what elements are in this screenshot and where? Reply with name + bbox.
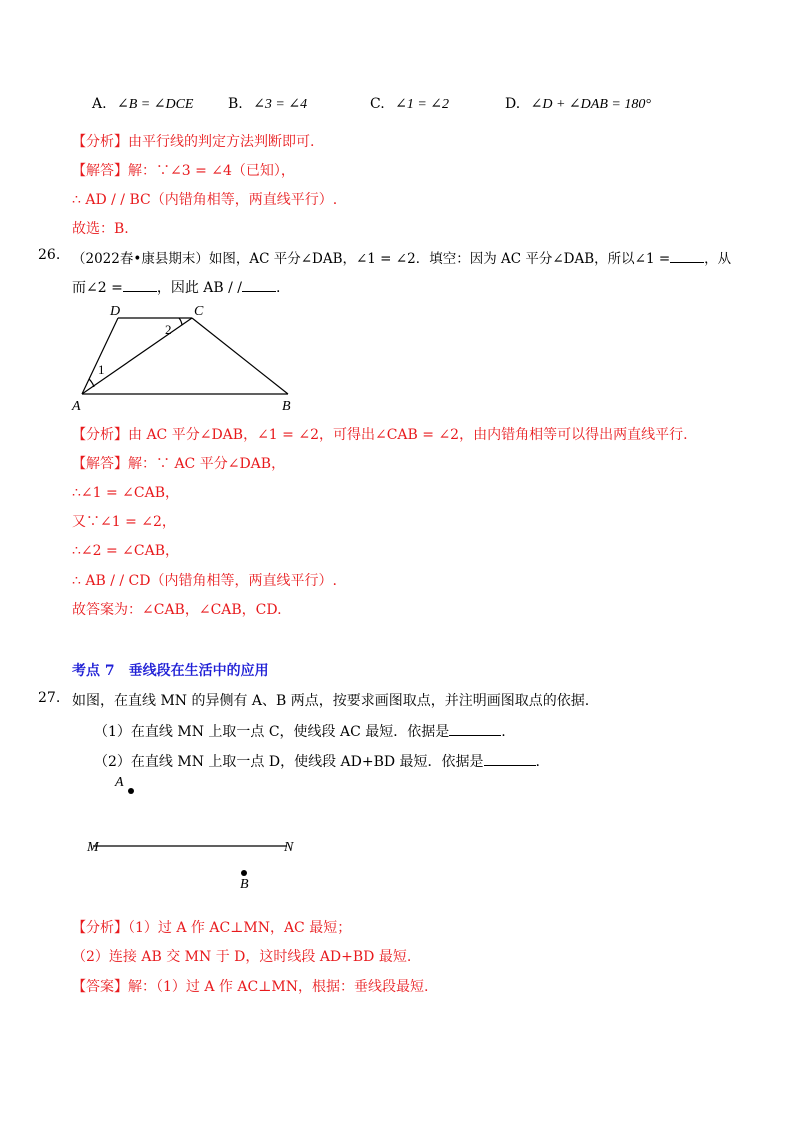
q26-line2: 而∠2 = ，因此 AB / / . xyxy=(72,277,280,297)
segment-cb xyxy=(192,318,288,394)
q26-analysis: 【分析】由 AC 平分∠DAB，∠1 = ∠2，可得出∠CAB = ∠2，由内错角相等可以得出两直线平行. xyxy=(72,427,688,443)
label-a: A xyxy=(115,775,124,790)
q27-analysis-2: （2）连接 AB 交 MN 于 D，这时线段 AD+BD 最短. xyxy=(72,949,412,965)
label-d: D xyxy=(110,304,121,319)
label-b: B xyxy=(282,399,291,414)
section-title: 考点 7 垂线段在生活中的应用 xyxy=(72,663,269,679)
angle-2-arc xyxy=(179,318,182,325)
q27-part1: （1）在直线 MN 上取一点 C，使线段 AC 最短．依据是 . xyxy=(94,721,506,741)
q26-line1: （2022春•康县期末）如图，AC 平分∠DAB，∠1 = ∠2．填空：因为 AC 平分∠DAB，所以∠1 = ，从 xyxy=(72,247,731,267)
q25-analysis: 【分析】由平行线的判定方法判断即可. xyxy=(72,134,315,150)
q26-solution-1: 【解答】解：∵ AC 平分∠DAB， xyxy=(72,456,286,472)
option-a: A. ∠B = ∠DCE xyxy=(92,96,194,112)
q27-answer: 【答案】解：（1）过 A 作 AC⊥MN，根据：垂线段最短. xyxy=(72,979,429,995)
label-a: A xyxy=(72,399,81,414)
label-angle-1: 1 xyxy=(98,362,105,377)
option-d-text: ∠D + ∠DAB = 180° xyxy=(530,97,651,112)
q26-solution-2: ∴∠1 = ∠CAB， xyxy=(72,485,180,501)
q26-blank-1[interactable] xyxy=(670,248,704,263)
q25-answer-line3: 故选：B. xyxy=(72,221,129,237)
q27-part2: （2）在直线 MN 上取一点 D，使线段 AD+BD 最短．依据是 . xyxy=(94,751,540,771)
segment-ac xyxy=(82,318,192,394)
q27-blank-1[interactable] xyxy=(449,721,501,736)
point-a xyxy=(128,788,134,794)
q26-blank-3[interactable] xyxy=(242,277,276,292)
option-d: D. ∠D + ∠DAB = 180° xyxy=(505,96,651,112)
q26-blank-2[interactable] xyxy=(123,277,157,292)
label-angle-2: 2 xyxy=(165,322,172,337)
q26-solution-4: ∴∠2 = ∠CAB， xyxy=(72,543,180,559)
q27-stem: 如图，在直线 MN 的异侧有 A、B 两点，按要求画图取点，并注明画图取点的依据. xyxy=(72,693,590,709)
q26-solution-3: 又∵∠1 = ∠2， xyxy=(72,514,176,530)
q27-analysis-1: 【分析】（1）过 A 作 AC⊥MN，AC 最短； xyxy=(72,920,352,936)
q27-line-figure xyxy=(85,770,315,895)
q27-blank-2[interactable] xyxy=(484,751,536,766)
option-b-text: ∠3 = ∠4 xyxy=(253,97,308,112)
option-a-text: ∠B = ∠DCE xyxy=(117,97,194,112)
q26-solution-6: 故答案为：∠CAB，∠CAB，CD. xyxy=(72,602,282,618)
angle-1-arc xyxy=(89,379,94,387)
option-c-text: ∠1 = ∠2 xyxy=(395,97,450,112)
label-b: B xyxy=(240,877,249,892)
option-b: B. ∠3 = ∠4 xyxy=(228,96,308,112)
q26-number: 26. xyxy=(38,247,61,263)
label-c: C xyxy=(194,304,204,319)
q25-answer-line2: ∴ AD / / BC（内错角相等，两直线平行）. xyxy=(72,192,338,208)
label-n: N xyxy=(284,840,294,855)
label-m: M xyxy=(87,840,99,855)
point-b xyxy=(241,870,247,876)
q26-solution-5: ∴ AB / / CD（内错角相等，两直线平行）. xyxy=(72,573,337,589)
option-c: C. ∠1 = ∠2 xyxy=(370,96,450,112)
q26-trapezoid-figure xyxy=(70,300,300,415)
q27-number: 27. xyxy=(38,690,61,706)
q25-answer-line1: 【解答】解：∵∠3 = ∠4（已知）， xyxy=(72,163,295,179)
segment-ad xyxy=(82,318,118,394)
